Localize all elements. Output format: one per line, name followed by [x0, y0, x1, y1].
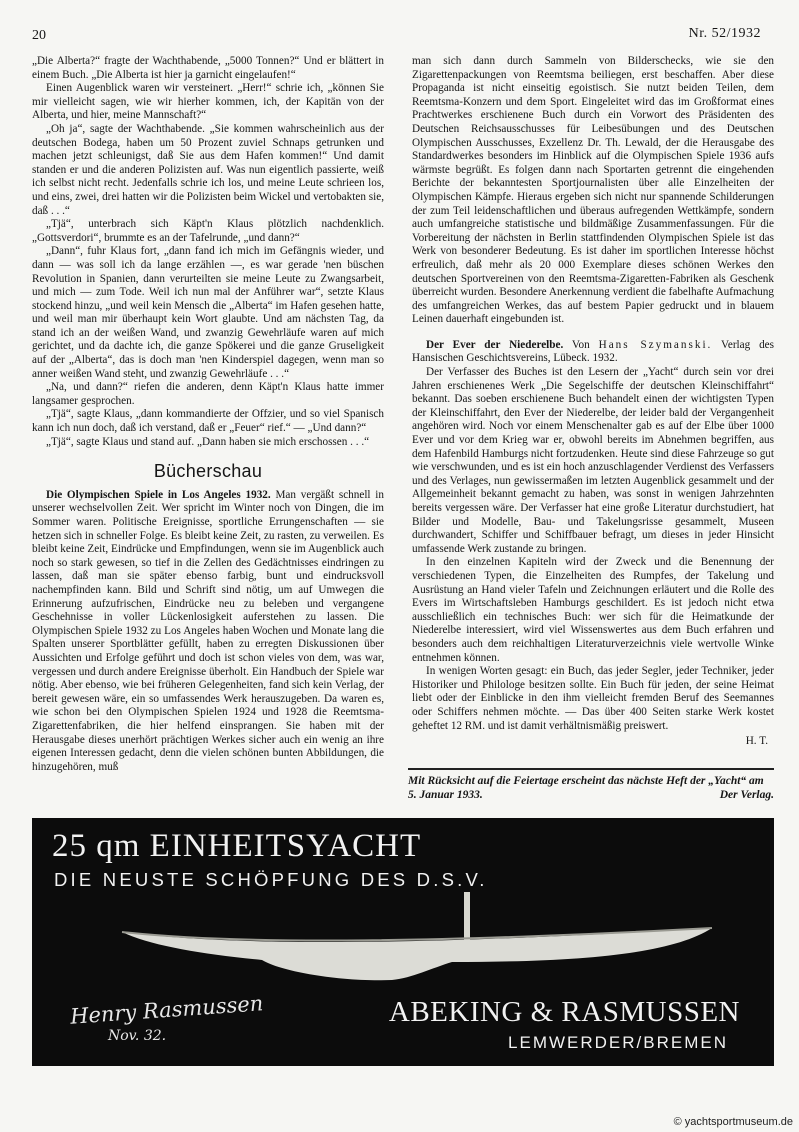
- notice-text: Mit Rücksicht auf die Feiertage erscheint das nächste Heft der „Yacht“ am 5. Januar 1933.: [408, 775, 764, 801]
- ad-subtitle: DIE NEUSTE SCHÖPFUNG DES D.S.V.: [54, 869, 488, 890]
- review-author: Hans Szymanski.: [598, 338, 713, 351]
- watermark: © yachtsportmuseum.de: [673, 1116, 793, 1128]
- review-title: Die Olympischen Spiele in Los Angeles 1932.: [46, 488, 271, 501]
- story-paragraph: „Tjä“, sagte Klaus und stand auf. „Dann haben sie mich erschossen . . .“: [46, 435, 370, 448]
- story-paragraph: „Dann“, fuhr Klaus fort, „dann fand ich mich im Gefängnis wieder, und dann — was soll ich da lange erzählen —, es war gerade 'nen büschen Revolution in Spanien, dann verurteilten sie meine Leute zu Zwangsarbeit, und mich — zum Tode. Weil ich nun mal der Anführer war“, setzte Klaus stockend hinzu, „und weil kein Mensch die „Alberta“ im Hafen gesehen hatte, und weil man mir überhaupt kein Wort glaubte. Und am nächsten Tag, da stand ich an der weißen Wand, und zwanzig Gewehrläufe waren auf mich gerichtet, und da dachte ich, die ganze Spökerei und die ganze Gruseligkeit auf der „Alberta“, das is doch man 'nen Kinderspiel dagegen, wenn man so anner weißen Wand steht, und zwanzig Gewehrläufe . . .“: [32, 245, 384, 380]
- left-column: [32, 55, 384, 774]
- story-paragraph: „Na, und dann?“ riefen die anderen, denn Käpt'n Klaus hatte immer langsamer gesprochen.: [32, 381, 384, 407]
- designer-signature-date: Nov. 32.: [108, 1028, 167, 1044]
- review-text: man sich dann durch Sammeln von Bilderschecks, wie sie den Zigarettenpackungen von Reemtsma beiliegen, erst beschaffen. Aber diese Propaganda ist nicht einseitig egoistisch. Sie nutzt beiden Teilen, dem Reemtsma-Konzern und dem Sport. Eingeleitet wird das im Großformat eines Prachtwerkes erschienene Buch durch ein Vorwort des Präsidenten des Deutschen Reichsausschusses für Leibesübungen und des Deutschen Olympischen Ausschusses, Exzellenz Dr. Th. Lewald, der die Herausgabe des Standardwerkes besonders im Hinblick auf die Olympischen Spiele 1936 aufs wärmste begrüßt. Es folgen dann nach Sportarten getrennt die eingehenden Berichte der bekanntesten Sportjournalisten über alle Einzelheiten der Olympischen Kämpfe. Hieraus ergeben sich nicht nur spannende Schilderungen der zum Teil leidenschaftlichen und überaus aufregenden Wettkämpfe, sondern auch umfangreiche statistische und bildmäßige Zusammenfassungen. Für die Vorbereitung der nächsten in Berlin stattfindenden Olympischen Spiele ist das Werk von besonderer Bedeutung. Es ist daher im sportlichen Interesse höchst erfreulich, daß mehr als 20 000 Exemplare dieses schönen Werkes den deutschen Sportvereinen von den Reemtsma-Zigaretten-Fabriken als Geschenk überreicht wurden. Besondere Anerkennung verdient die fabelhafte Aufmachung des umfangreichen Werkes, das auf bestem Papier gedruckt und in blauem Leinen dauerhaft eingebunden ist.: [412, 55, 774, 326]
- review-text: In wenigen Worten gesagt: ein Buch, das jeder Segler, jeder Techniker, jeder Historiker und Philologe besitzen sollte. Ein Buch für jeden, der seine Heimat liebt oder der Einblicke in den ihm vielleicht fremden Beruf des Seemannes oder Schiffers nehmen möchte. — Das über 400 Seiten starke Werk kostet geheftet 12 RM. und ist damit verhältnismäßig preiswert.: [412, 665, 774, 732]
- section-heading: Bücherschau: [153, 461, 263, 482]
- holiday-notice: [408, 768, 774, 802]
- review-olympics: [32, 489, 384, 774]
- yacht-hull-image: [112, 868, 732, 998]
- story-paragraph: Einen Augenblick waren wir versteinert. „Herr!“ schrie ich, „können Sie mir vielleicht sagen, wie wir hierher kommen, ich, der Kapitän von der Alberta, und hier, meine Mannschaft?“: [32, 82, 384, 122]
- review-text: Der Verfasser des Buches ist den Lesern der „Yacht“ durch sein vor drei Jahren erschienenes Werk „Die Segelschiffe der deutschen Kleinschiffahrt“ bekannt. Das soeben erschienene Buch behandelt einen der wichtigsten Typen der Kleinschiffahrt, den Ever der Niederelbe, der leider bald der Vergangenheit angehören wird. Noch vor einem Menschenalter gab es auf der Elbe über 1000 Ever und vor dem Krieg war er, obwohl bereits im Abnehmen begriffen, aus dem Hafenbild Hamburgs nicht fortzudenken. Heute sind diese Fahrzeuge so gut wie verschwunden, und es ist ein hoch anzuschlagender Verdienst des Verfassers und des Verlages, nun gewissermaßen im letzten Augenblick gesammelt und der Allgemeinheit bekannt gemacht zu haben, was sonst in wenigen Jahrzehnten bereits vergessen wäre. Der Verfasser hat eine große Literatur durchstudiert, hat Bilder und Modelle, Bau- und Takelungsrisse gesammelt, Museen durchwandert, Schiffer und Schiffbauer befragt, um dieses in jeder Hinsicht umfassende Werk zustande zu bringen.: [412, 366, 774, 555]
- review-author-prefix: Von: [571, 338, 590, 351]
- story-paragraph: „Oh ja“, sagte der Wachthabende. „Sie kommen wahrscheinlich aus der deutschen Bodega, haben um 50 Prozent zuviel Schnaps getrunken und machen jetzt schleunigst, daß Sie aus dem Hafen kommen!“ Und damit standen er und die anderen Polizisten auf. Was nun eigentlich passierte, weiß ich selbst nicht recht. Jedenfalls schrie ich los, und meine Leute schrieen los, und eins, zwei, drei hatten wir die Polizisten beim Wickel und vertobakten sie, daß . . .“: [32, 122, 384, 217]
- issue-number: Nr. 52/1932: [688, 26, 761, 41]
- ad-company: ABEKING & RASMUSSEN: [388, 996, 740, 1028]
- yacht-mast: [464, 892, 470, 942]
- story-paragraph: „Tjä“, unterbrach sich Käpt'n Klaus plötzlich nachdenklich. „Gottsverdori“, brummte es an der Tafelrunde, „und dann?“: [32, 218, 384, 244]
- ad-location: LEMWERDER/BREMEN: [508, 1033, 728, 1052]
- review-text: Man vergäßt schnell in unserer wechselvollen Zeit. Wer spricht im Winter noch von Dingen, die im Sommer waren. Politische Ereignisse, sportliche Errungenschaften — sie hetzen sich in schneller Folge. Es bleibt keine Zeit, zu rasten, zu verweilen. Es bleibt keine Zeit, Eindrücke und Empfindungen, wenn sie im Augenblick auch noch so stark gewesen, so tief in die Zellen des Gedächtnisses eindringen zu lassen, daß man sie später ebenso farbig, bunt und eindrucksvoll nachempfinden kann. Bild und Schrift sind nötig, um auf Umwegen die Erinnerung aufzufrischen, Eindrücke neu zu beleben und vergangene Geschehnisse in voller Lückenlosigkeit auferstehen zu lassen. Die Olympischen Spiele 1932 zu Los Angeles haben Wochen und Monate lang die Spalten unserer Sportblätter gefüllt, haben zu erregten Diskussionen über Aussichten und Erfolge geführt und doch ist schon vieles von dem, was war, vergessen und durch andere Ereignisse überholt. Ein Handbuch der Spiele war nötig. Aber ebenso, wie bei früheren Gelegenheiten, fand sich kein Verlag, der bereit gewesen wäre, ein so umfassendes Werk herauszugeben. Da waren es, wie schon bei den Olympischen Spielen 1924 und 1928 die Reemtsma-Zigarettenfabriken, die hier helfend einsprangen. Sie haben mit der Herausgabe dieses unerhört prächtigen Werkes sicher auch ein wenig an ihre eigenen Interessen gedacht, denn die vielen schönen bunten Abbildungen, die hinzugehören, muß: [32, 488, 385, 773]
- ad-title: 25 qm EINHEITSYACHT: [52, 828, 422, 864]
- review-ever: [412, 339, 774, 366]
- right-column: [412, 55, 774, 749]
- review-text: In den einzelnen Kapiteln wird der Zweck und die Benennung der verschiedenen Typen, die Einzelheiten des Rumpfes, der Takelung und Ausrüstung an Hand vieler Tafeln und Zeichnungen erläutert und die Rolle des Evers im Wirtschaftsleben Hamburgs geschildert. Es ist jedoch nicht etwa ausschließlich ein technisches Buch: wer sich für die Heimatkunde der Niederelbe interessiert, wird viel Wissenswertes aus dem Buch erfahren und besonders auch dem reichhaltigen Literaturverzeichnis viele wertvolle Winke entnehmen können.: [412, 556, 774, 664]
- story-paragraph: „Tjä“, sagte Klaus, „dann kommandierte der Offzier, und so viel Spanisch kann ich nun doch, daß ich verstand, daß er „Feuer“ rief.“ — „Und dann?“: [32, 408, 384, 435]
- designer-signature: Henry Rasmussen: [69, 991, 264, 1029]
- story-paragraph: „Die Alberta?“ fragte der Wachthabende, „5000 Tonnen?“ Und er blättert in einem Buch. „Die Alberta ist hier ja garnicht eingelaufen!“: [32, 55, 384, 81]
- review-signature: H. T.: [745, 735, 768, 748]
- review-publisher: Verlag des Hansischen Geschichtsvereins, Lübeck. 1932.: [412, 338, 774, 365]
- review-title: Der Ever der Niederelbe.: [426, 338, 564, 351]
- notice-publisher: Der Verlag.: [719, 789, 774, 801]
- advertisement: [32, 818, 774, 1066]
- page-number: 20: [32, 28, 46, 43]
- yacht-hull: [122, 928, 712, 980]
